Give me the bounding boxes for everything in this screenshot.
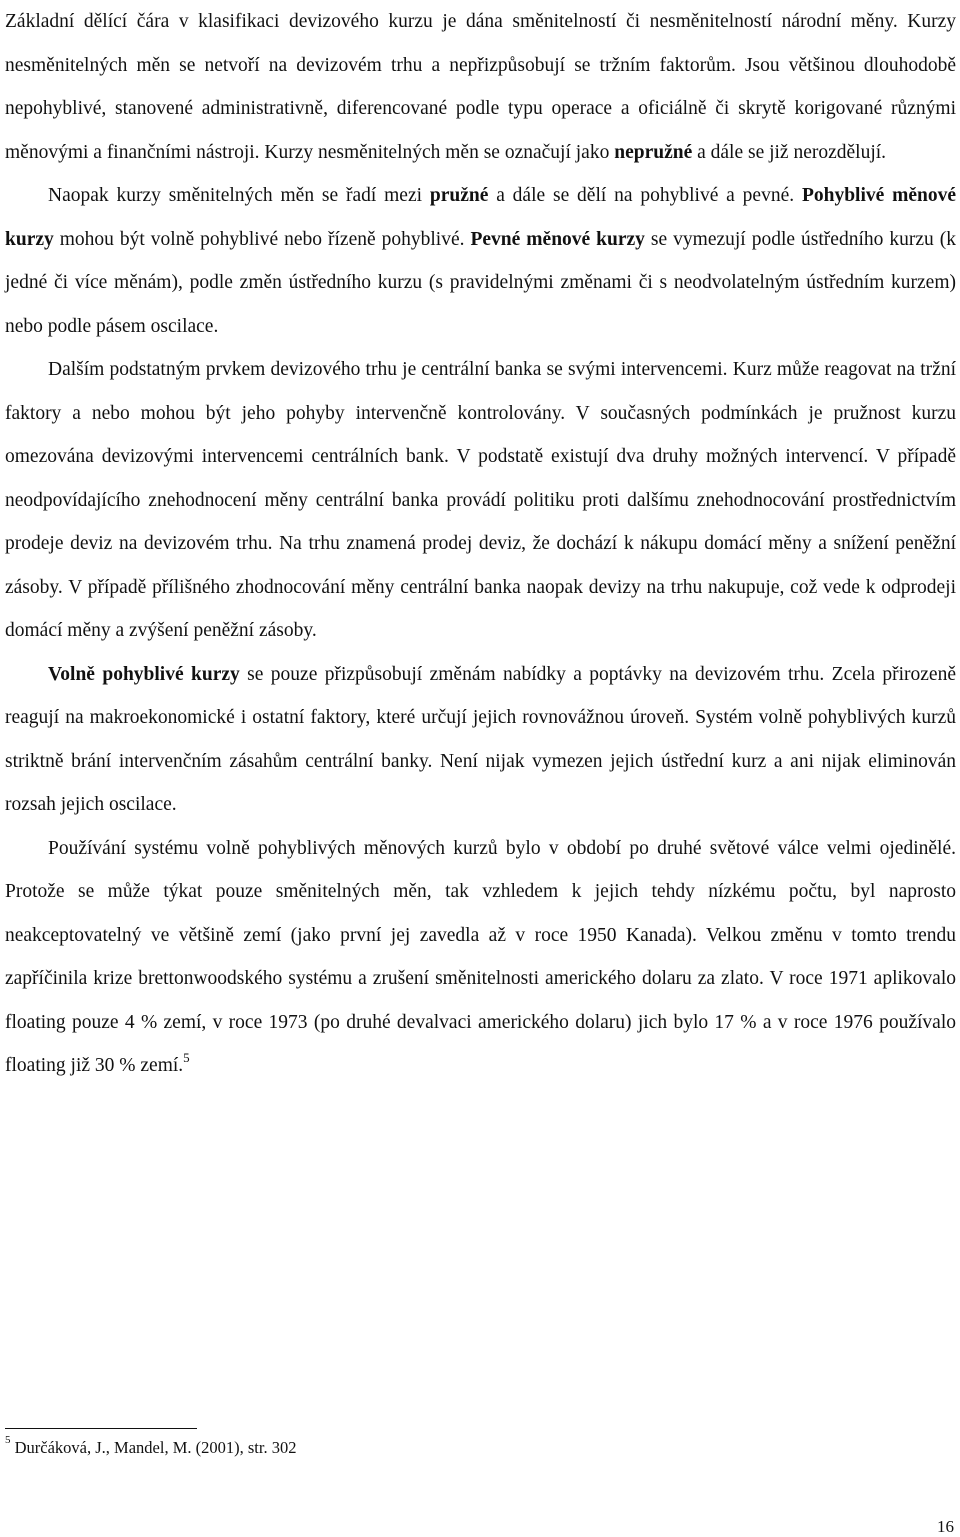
bold-term: nepružné: [614, 141, 693, 163]
text-run: Používání systému volně pohyblivých měnových kurzů bylo v období po druhé světové válce velmi ojedinělé. Protože se může týkat pouze směnitelných měn, tak vzhledem k jejich tehdy nízkému počtu, byl naprosto neakceptovatelný ve většině zemí (jako první jej zavedla až v roce 1950 Kanada). Velkou změnu v tomto trendu zapříčinila krize brettonwoodského systému a zrušení směnitelnosti amerického dolaru za zlato. V roce 1971 aplikovalo floating pouze 4 % zemí, v roce 1973 (po druhé devalvaci amerického dolaru) jich bylo 17 % a v roce 1976 používalo floating již 30 % zemí.: [5, 837, 956, 1076]
paragraph-1: [5, 0, 956, 174]
text-run: Naopak kurzy směnitelných měn se řadí mezi: [48, 185, 430, 206]
document-body: [5, 0, 956, 1088]
bold-term: Pevné měnové kurzy: [470, 228, 645, 250]
text-run: a dále se již nerozdělují.: [692, 141, 887, 163]
text-run: se vymezují podle ústředního kurzu (k jedné či více měnám), podle změn ústředního kurzu (s pravidelnými změnami či s neodvolatelným ústředním kurzem) nebo podle pásem oscilace.: [5, 228, 956, 337]
footnote-divider: [5, 1428, 197, 1429]
footnote-text: Durčáková, J., Mandel, M. (2001), str. 302: [14, 1438, 297, 1457]
paragraph-2: [5, 174, 956, 348]
footnote-number: 5: [5, 1433, 11, 1446]
paragraph-4: [5, 653, 956, 827]
footnote-reference: 5: [183, 1049, 190, 1065]
text-run: se pouze přizpůsobují změnám nabídky a poptávky na devizovém trhu. Zcela přirozeně reagují na makroekonomické i ostatní faktory, které určují jejich rovnovážnou úroveň. Systém volně pohyblivých kurzů striktně brání intervenčním zásahům centrální banky. Není nijak vymezen jejich ústřední kurz a ani nijak eliminován rozsah jejich oscilace.: [5, 663, 956, 815]
paragraph-5: [5, 827, 956, 1088]
paragraph-3: [5, 348, 956, 653]
footnote: [5, 1433, 297, 1459]
text-run: Základní dělící čára v klasifikaci devizového kurzu je dána směnitelností či nesměnitelností národní měny. Kurzy nesměnitelných měn se netvoří na devizovém trhu a nepřizpůsobují se tržním faktorům. Jsou většinou dlouhodobě nepohyblivé, stanovené administrativně, diferencované podle typu operace a oficiálně či skrytě korigované různými měnovými a finančními nástroji. Kurzy nesměnitelných měn se označují jako: [5, 11, 956, 163]
text-run: Dalším podstatným prvkem devizového trhu je centrální banka se svými intervencemi. Kurz může reagovat na tržní faktory a nebo mohou být jeho pohyby intervenčně kontrolovány. V současných podmínkách je pružnost kurzu omezována devizovými intervencemi centrálních bank. V podstatě existují dva druhy možných intervencí. V případě neodpovídajícího znehodnocení měny centrální banka provádí politiku proti dalšímu znehodnocování prostřednictvím prodeje deviz na devizovém trhu. Na trhu znamená prodej deviz, že dochází k nákupu domácí měny a snížení peněžní zásoby. V případě přílišného zhodnocování měny centrální banka naopak devizy na trhu nakupuje, což vede k odprodeji domácí měny a zvýšení peněžní zásoby.: [5, 359, 956, 641]
bold-term: Volně pohyblivé kurzy: [48, 663, 240, 685]
bold-term: pružné: [429, 185, 489, 206]
text-run: mohou být volně pohyblivé nebo řízeně pohyblivé.: [53, 228, 471, 250]
page-number: 16: [937, 1517, 954, 1536]
text-run: a dále se dělí na pohyblivé a pevné.: [488, 185, 802, 206]
bold-term: Pohyblivé měnové kurzy: [5, 185, 957, 250]
